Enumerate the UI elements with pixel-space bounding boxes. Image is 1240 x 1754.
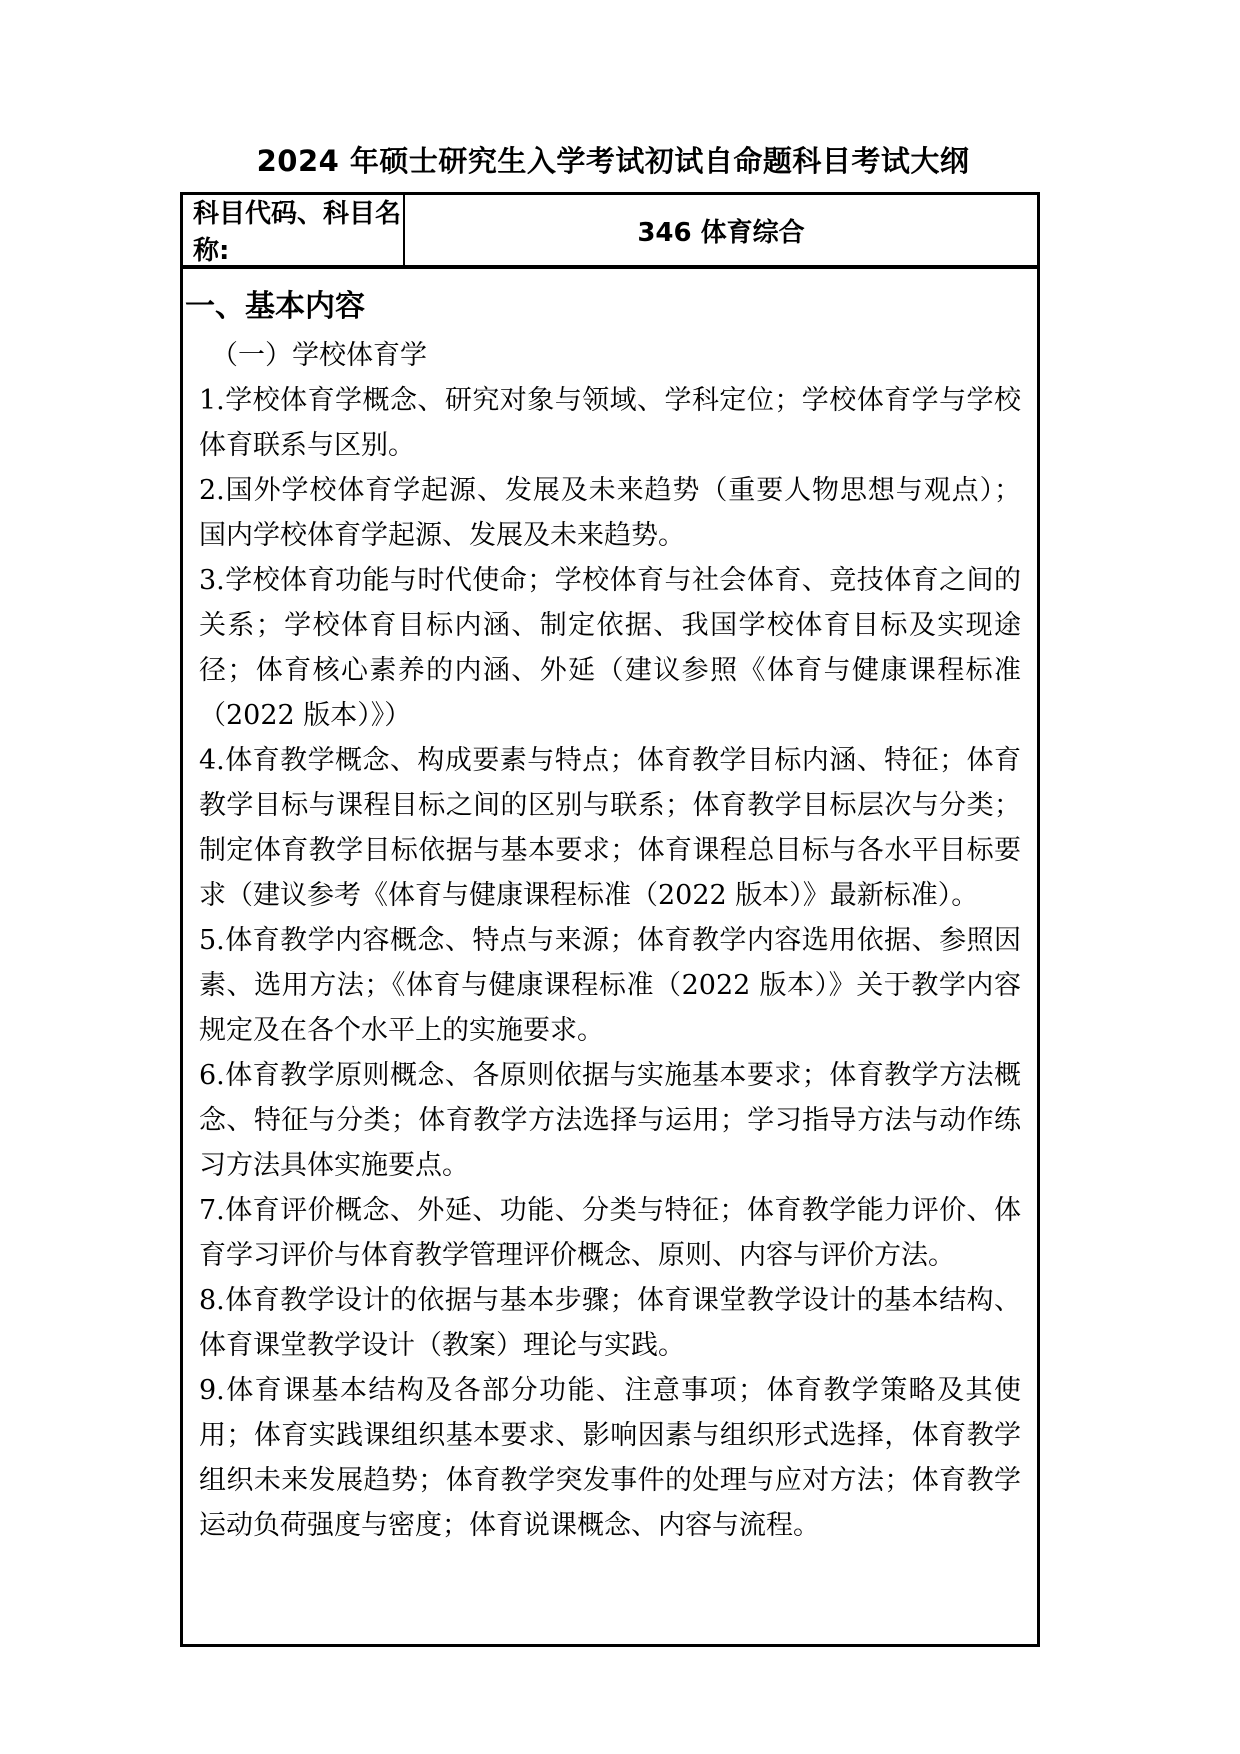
subject-table [180, 192, 1040, 1647]
document-body [180, 143, 1046, 1647]
subsection-heading: （一）学校体育学 [211, 340, 427, 371]
syllabus-item: 7.体育评价概念、外延、功能、分类与特征；体育教学能力评价、体育学习评价与体育教学管理评价概念、原则、内容与评价方法。 [199, 1195, 1021, 1271]
syllabus-item: 4.体育教学概念、构成要素与特点；体育教学目标内涵、特征；体育教学目标与课程目标之间的区别与联系；体育教学目标层次与分类；制定体育教学目标依据与基本要求；体育课程总目标与各水平目标要求（建议参考《体育与健康课程标准（2022 版本）》最新标准）。 [199, 745, 1021, 911]
syllabus-item: 9.体育课基本结构及各部分功能、注意事项；体育教学策略及其使用；体育实践课组织基本要求、影响因素与组织形式选择，体育教学组织未来发展趋势；体育教学突发事件的处理与应对方法；体育教学运动负荷强度与密度；体育说课概念、内容与流程。 [199, 1375, 1021, 1541]
subject-code-label: 科目代码、科目名称: [183, 195, 405, 265]
content-cell [183, 269, 1037, 1644]
page-title: 2024 年硕士研究生入学考试初试自命题科目考试大纲 [256, 144, 970, 178]
syllabus-item: 5.体育教学内容概念、特点与来源；体育教学内容选用依据、参照因素、选用方法；《体育与健康课程标准（2022 版本）》关于教学内容规定及在各个水平上的实施要求。 [199, 925, 1021, 1046]
syllabus-item: 3.学校体育功能与时代使命；学校体育与社会体育、竞技体育之间的关系；学校体育目标内涵、制定依据、我国学校体育目标及实现途径；体育核心素养的内涵、外延（建议参照《体育与健康课程标准（2022 版本）》） [199, 565, 1021, 731]
syllabus-item: 1.学校体育学概念、研究对象与领域、学科定位；学校体育学与学校体育联系与区别。 [199, 385, 1021, 461]
section-heading: 一、基本内容 [185, 289, 365, 324]
subject-code-value: 346 体育综合 [637, 217, 805, 248]
subject-header-row [183, 195, 1037, 269]
syllabus-item: 6.体育教学原则概念、各原则依据与实施基本要求；体育教学方法概念、特征与分类；体育教学方法选择与运用；学习指导方法与动作练习方法具体实施要点。 [199, 1060, 1021, 1181]
syllabus-item: 2.国外学校体育学起源、发展及未来趋势（重要人物思想与观点）；国内学校体育学起源、发展及未来趋势。 [199, 475, 1021, 551]
syllabus-item: 8.体育教学设计的依据与基本步骤；体育课堂教学设计的基本结构、体育课堂教学设计（教案）理论与实践。 [199, 1285, 1021, 1361]
